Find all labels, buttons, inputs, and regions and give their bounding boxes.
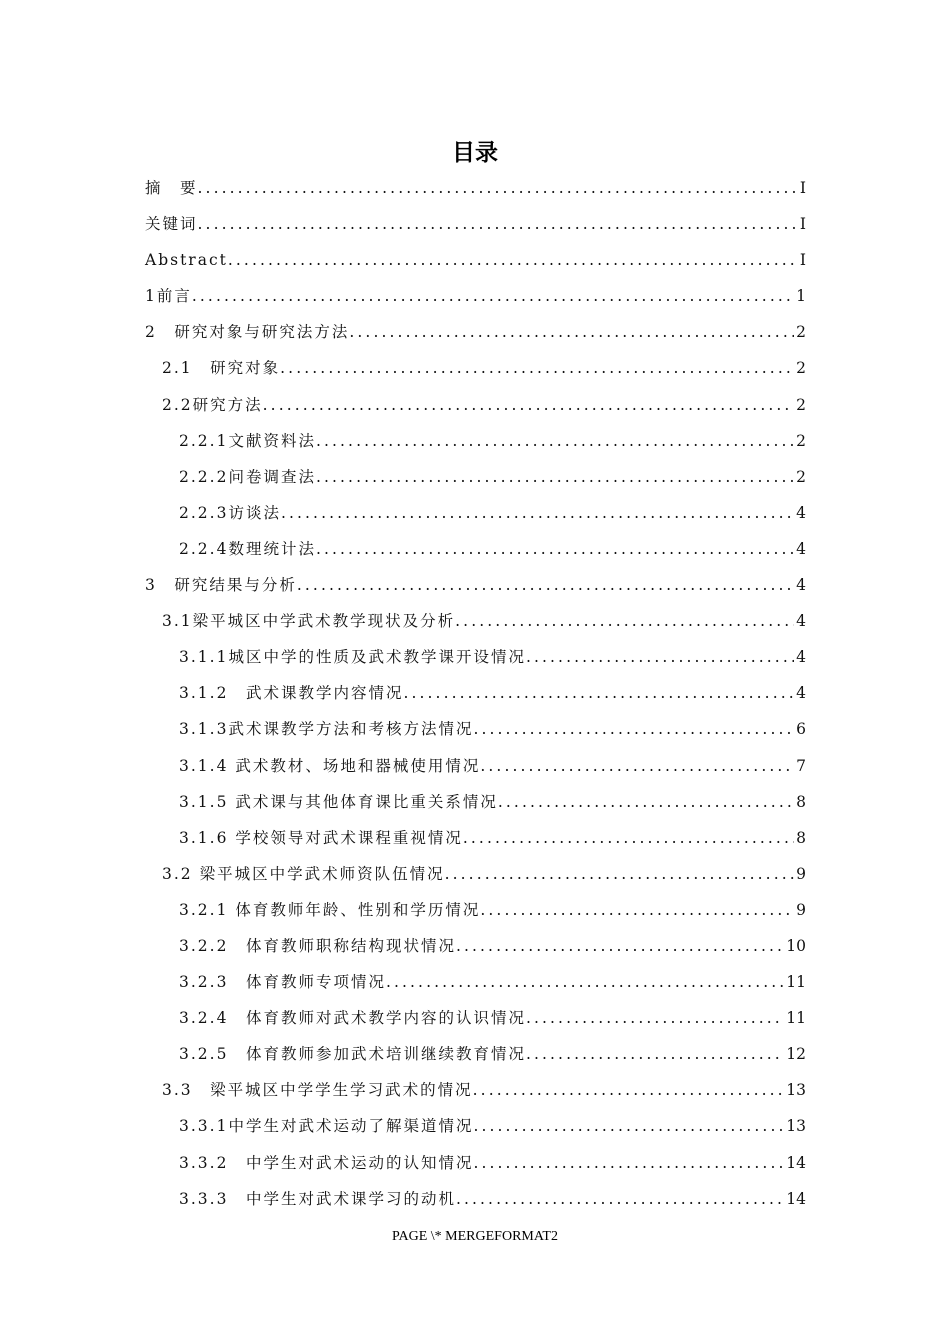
toc-dot-leader (445, 856, 795, 892)
toc-entry-label: 3.1.2 武术课教学内容情况 (179, 684, 404, 703)
toc-entry-page-number: 14 (786, 1153, 806, 1172)
toc-entry-page-number: 8 (796, 828, 806, 847)
toc-entry[interactable] (145, 748, 806, 784)
toc-dot-leader (316, 531, 794, 567)
toc-entry-page-number: 4 (796, 648, 806, 667)
toc-dot-leader (473, 1072, 785, 1108)
toc-entry[interactable] (145, 387, 806, 423)
toc-entry-page-number: 4 (796, 612, 806, 631)
toc-entry-page-number: 12 (786, 1045, 806, 1064)
toc-entry-label: 关键词 (145, 215, 198, 234)
toc-dot-leader (228, 242, 798, 278)
toc-dot-leader (280, 350, 794, 386)
toc-dot-leader (463, 820, 794, 856)
toc-entry[interactable] (145, 1036, 806, 1072)
toc-entry-label: 2.2研究方法 (162, 395, 263, 414)
toc-entry[interactable] (145, 1000, 806, 1036)
toc-entry-page-number: 10 (786, 936, 806, 955)
toc-entry[interactable] (145, 603, 806, 639)
toc-entry-label: 3.2.3 体育教师专项情况 (179, 973, 386, 992)
toc-entry[interactable] (145, 531, 806, 567)
toc-dot-leader (386, 964, 784, 1000)
toc-entry-label: 3.1.6 学校领导对武术课程重视情况 (179, 828, 463, 847)
toc-dot-leader (349, 314, 794, 350)
toc-entry-label: 3.1梁平城区中学武术教学现状及分析 (162, 612, 456, 631)
toc-dot-leader (198, 206, 798, 242)
toc-dot-leader (198, 170, 798, 206)
toc-entry-page-number: 9 (796, 900, 806, 919)
toc-entry-page-number: 1 (796, 287, 806, 306)
table-of-contents (145, 170, 806, 1217)
toc-entry[interactable] (145, 711, 806, 747)
toc-dot-leader (473, 1108, 784, 1144)
toc-entry-label: 3.3 梁平城区中学学生学习武术的情况 (162, 1081, 473, 1100)
toc-entry-page-number: 4 (796, 684, 806, 703)
toc-entry-page-number: I (799, 215, 806, 234)
toc-entry-page-number: 7 (796, 756, 806, 775)
toc-entry-label: 2.1 研究对象 (162, 359, 281, 378)
toc-dot-leader (473, 711, 794, 747)
toc-entry-label: 3.1.3武术课教学方法和考核方法情况 (179, 720, 474, 739)
toc-entry-label: 2.2.2问卷调查法 (179, 467, 316, 486)
toc-entry-page-number: 2 (796, 359, 806, 378)
toc-entry-page-number: 4 (796, 576, 806, 595)
toc-dot-leader (526, 1000, 784, 1036)
toc-entry[interactable] (145, 1145, 806, 1181)
toc-entry[interactable] (145, 278, 806, 314)
toc-entry-label: 3.2.1 体育教师年龄、性别和学历情况 (179, 900, 481, 919)
toc-entry-label: 3.3.1中学生对武术运动了解渠道情况 (179, 1117, 474, 1136)
toc-entry-label: 2 研究对象与研究法方法 (145, 323, 350, 342)
toc-entry[interactable] (145, 856, 806, 892)
toc-entry-label: 2.2.3访谈法 (179, 503, 281, 522)
toc-entry-page-number: I (799, 251, 806, 270)
toc-entry[interactable] (145, 1181, 806, 1217)
toc-entry[interactable] (145, 784, 806, 820)
toc-dot-leader (456, 1181, 784, 1217)
toc-entry[interactable] (145, 242, 806, 278)
toc-entry-label: 3.1.4 武术教材、场地和器械使用情况 (179, 756, 481, 775)
toc-entry-label: 摘 要 (145, 179, 198, 197)
toc-entry-label: 3.1.5 武术课与其他体育课比重关系情况 (179, 792, 498, 811)
toc-entry-label: 1前言 (145, 287, 192, 306)
toc-entry[interactable] (145, 423, 806, 459)
toc-entry[interactable] (145, 639, 806, 675)
toc-entry[interactable] (145, 206, 806, 242)
toc-entry[interactable] (145, 495, 806, 531)
toc-dot-leader (473, 1145, 784, 1181)
toc-entry-page-number: 2 (796, 323, 806, 342)
toc-entry-label: 3.2 梁平城区中学武术师资队伍情况 (162, 864, 445, 883)
toc-entry-page-number: 2 (796, 467, 806, 486)
toc-dot-leader (316, 459, 794, 495)
toc-entry[interactable] (145, 928, 806, 964)
page-footer: PAGE \* MERGEFORMAT2 (392, 1229, 558, 1244)
toc-entry-label: 3 研究结果与分析 (145, 576, 297, 595)
toc-entry[interactable] (145, 459, 806, 495)
toc-entry-label: 3.1.1城区中学的性质及武术教学课开设情况 (179, 648, 526, 667)
toc-dot-leader (480, 892, 794, 928)
toc-entry-page-number: 8 (796, 792, 806, 811)
toc-entry-label: 3.2.4 体育教师对武术教学内容的认识情况 (179, 1009, 526, 1028)
toc-entry-label: 3.3.3 中学生对武术课学习的动机 (179, 1189, 456, 1208)
toc-dot-leader (316, 423, 794, 459)
toc-entry-label: 3.2.5 体育教师参加武术培训继续教育情况 (179, 1045, 526, 1064)
toc-entry[interactable] (145, 1108, 806, 1144)
toc-entry-page-number: 14 (786, 1189, 806, 1208)
toc-dot-leader (480, 748, 794, 784)
page-title: 目录 (452, 140, 498, 166)
toc-entry-label: 2.2.1文献资料法 (179, 431, 316, 450)
toc-entry[interactable] (145, 1072, 806, 1108)
toc-entry-page-number: 2 (796, 395, 806, 414)
toc-dot-leader (498, 784, 794, 820)
toc-entry[interactable] (145, 170, 806, 206)
toc-dot-leader (297, 567, 794, 603)
toc-dot-leader (192, 278, 794, 314)
toc-entry[interactable] (145, 675, 806, 711)
toc-entry-page-number: 2 (796, 431, 806, 450)
toc-dot-leader (456, 928, 784, 964)
toc-entry-page-number: 4 (796, 539, 806, 558)
toc-entry-page-number: 13 (786, 1081, 806, 1100)
toc-entry[interactable] (145, 892, 806, 928)
toc-entry[interactable] (145, 820, 806, 856)
toc-dot-leader (403, 675, 794, 711)
toc-entry-label: 3.2.2 体育教师职称结构现状情况 (179, 936, 456, 955)
toc-entry-label: Abstract (145, 251, 228, 270)
toc-dot-leader (526, 639, 794, 675)
toc-entry[interactable] (145, 567, 806, 603)
toc-dot-leader (263, 387, 794, 423)
toc-entry-page-number: 9 (796, 864, 806, 883)
toc-entry-page-number: 6 (796, 720, 806, 739)
toc-dot-leader (281, 495, 794, 531)
toc-entry-page-number: 4 (796, 503, 806, 522)
toc-entry-label: 3.3.2 中学生对武术运动的认知情况 (179, 1153, 474, 1172)
toc-entry[interactable] (145, 964, 806, 1000)
toc-entry-page-number: 13 (786, 1117, 806, 1136)
toc-entry-page-number: 11 (786, 973, 806, 992)
toc-entry-label: 2.2.4数理统计法 (179, 539, 316, 558)
toc-entry[interactable] (145, 314, 806, 350)
toc-dot-leader (455, 603, 794, 639)
toc-entry-page-number: 11 (786, 1009, 806, 1028)
toc-entry-page-number: I (799, 179, 806, 197)
toc-entry[interactable] (145, 350, 806, 386)
toc-dot-leader (526, 1036, 784, 1072)
